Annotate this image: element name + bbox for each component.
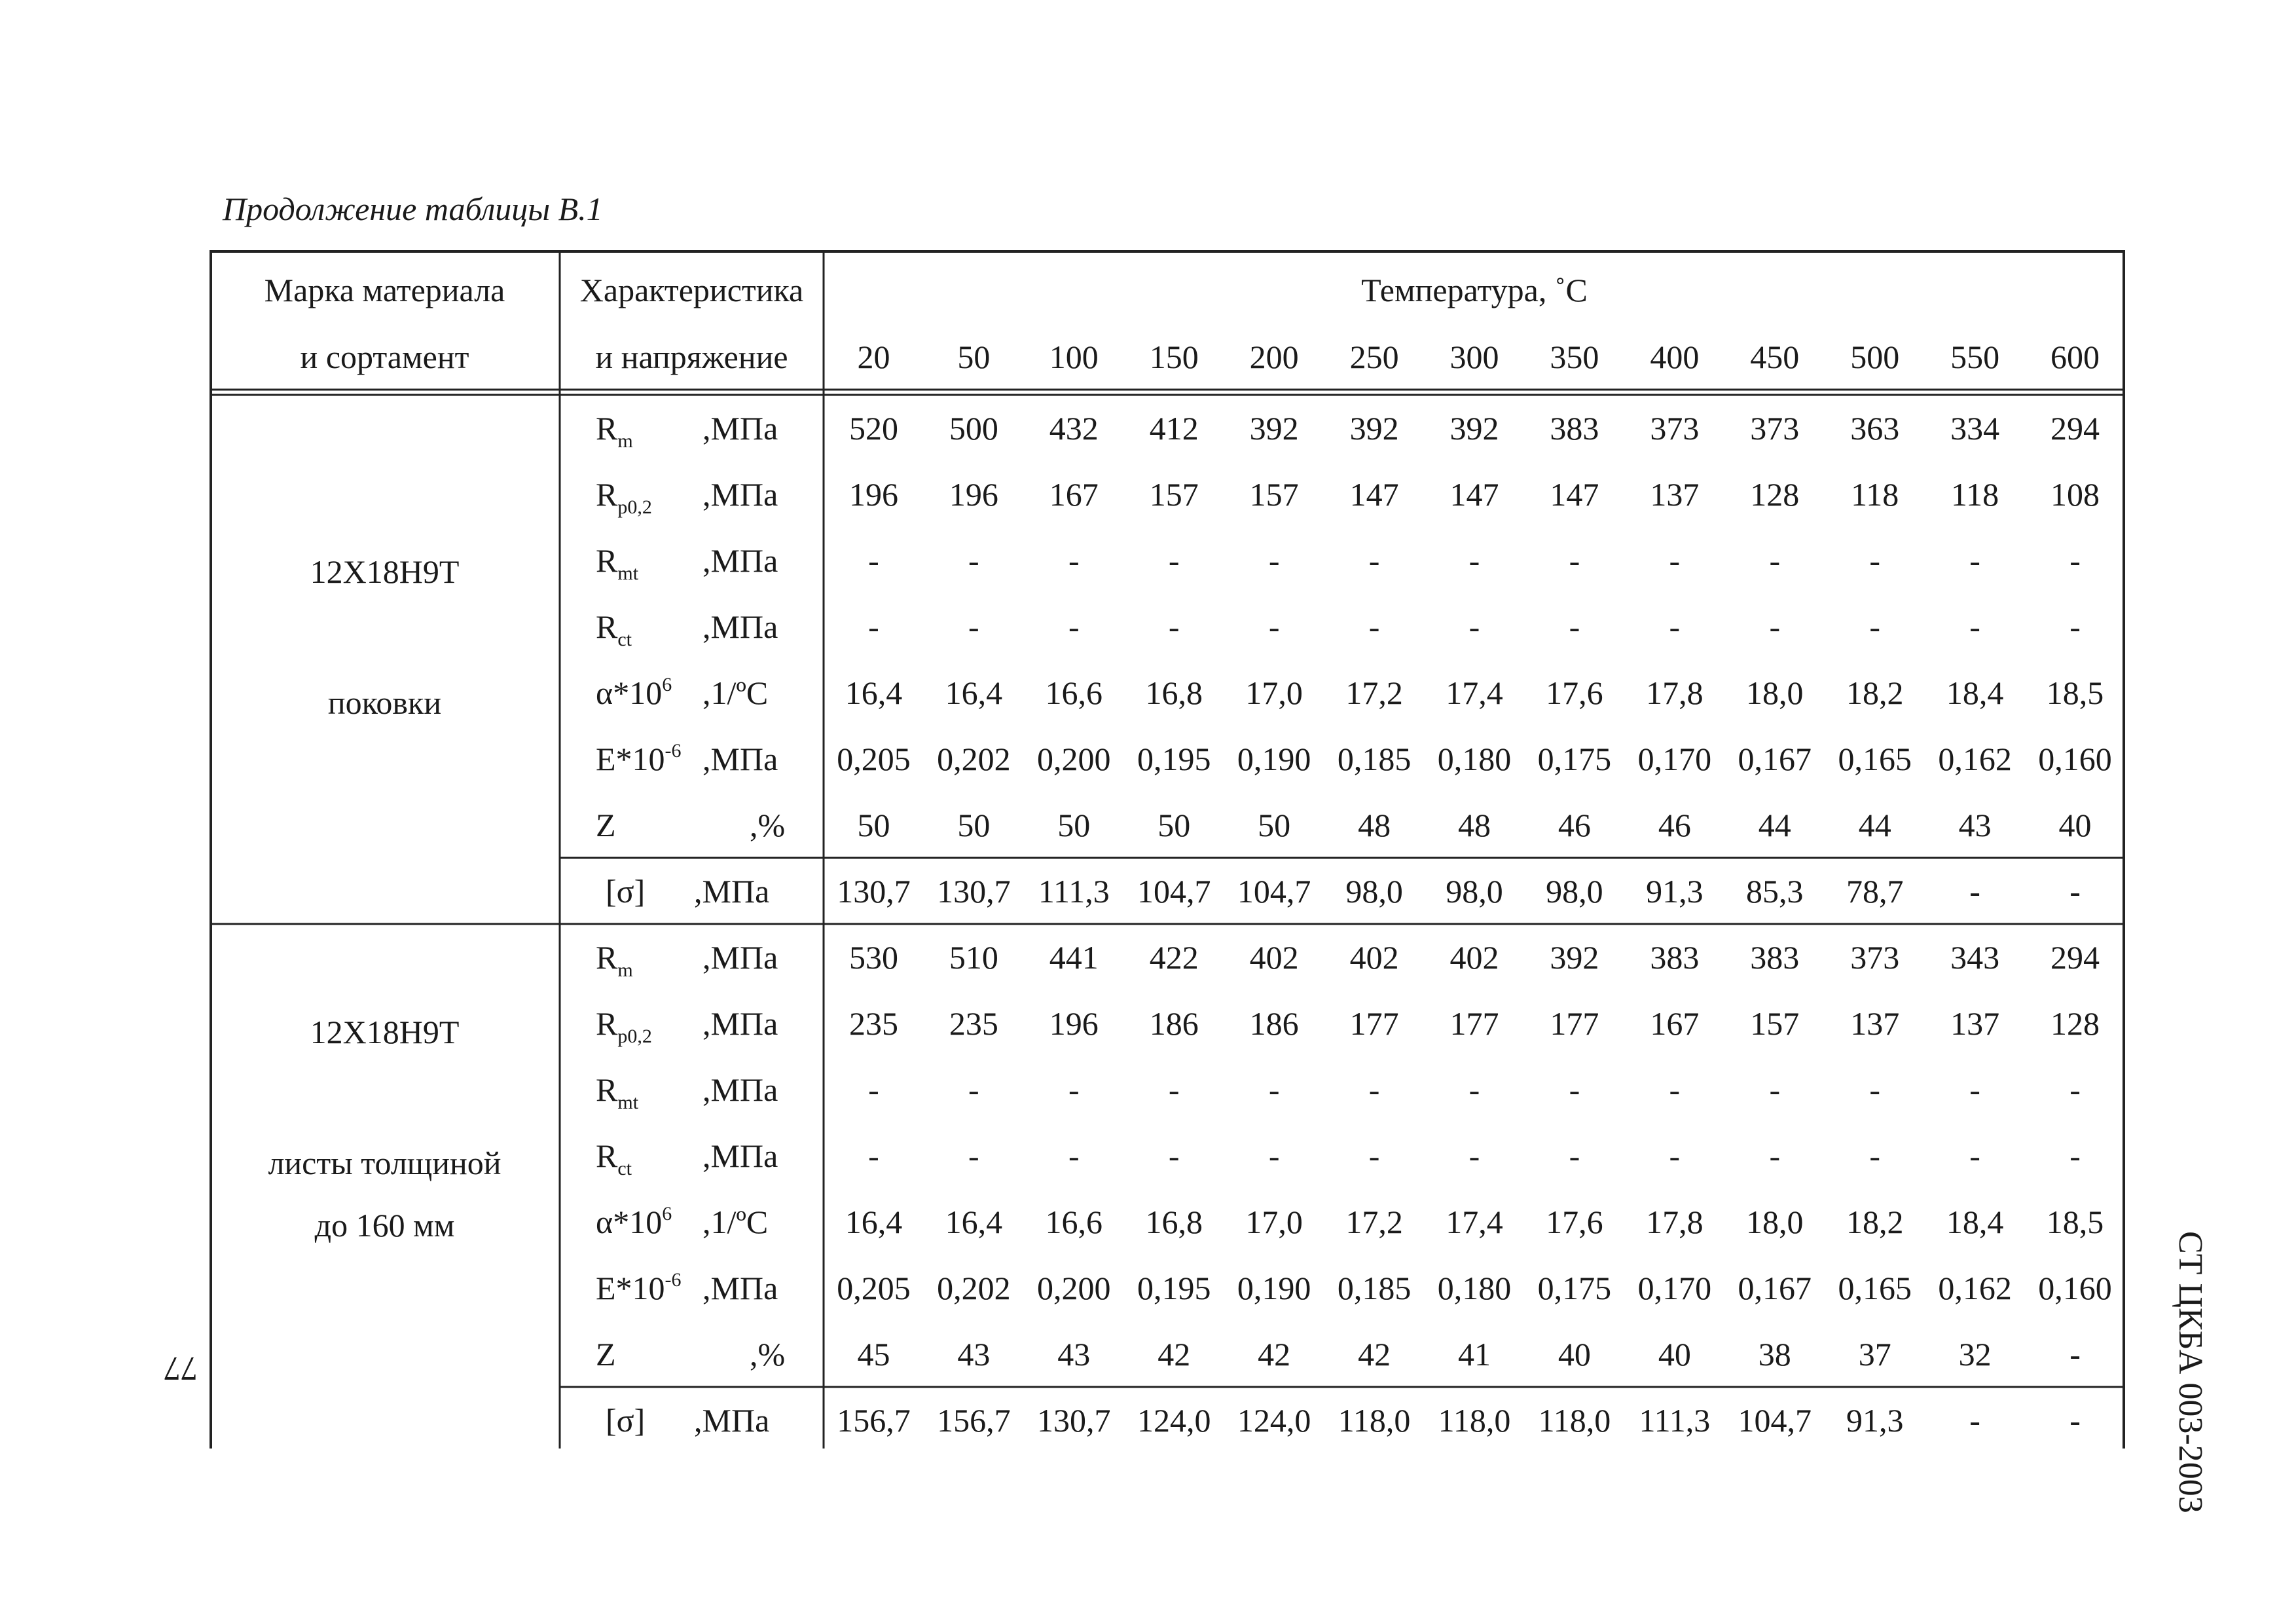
characteristic-symbol — [596, 739, 682, 777]
table-cell-value: 235 — [949, 1005, 998, 1042]
table-cell-value: 0,190 — [1237, 1269, 1311, 1306]
table-cell-value: 40 — [2058, 806, 2092, 843]
table-cell-value: - — [1268, 542, 1280, 579]
header-temperature-title: Температура, ˚С — [1361, 272, 1588, 308]
table-cell-value: 18,5 — [2046, 1203, 2104, 1240]
table-cell-value: - — [1969, 608, 1980, 645]
table-cell-value: - — [1569, 542, 1580, 579]
table-cell-value: 32 — [1958, 1335, 1992, 1373]
table-cell-value: 17,6 — [1546, 674, 1603, 711]
table-cell-value: 0,185 — [1337, 1269, 1412, 1306]
allowable-stress-value: - — [2069, 872, 2081, 910]
table-cell-value: 196 — [848, 475, 898, 513]
table-cell-value: 373 — [1850, 938, 1900, 976]
allowable-stress-value: - — [1969, 872, 1980, 910]
characteristic-unit: ,МПа — [702, 1071, 778, 1108]
header-temperature-value: 150 — [1149, 339, 1199, 375]
table-cell-value: - — [1969, 1071, 1980, 1108]
table-cell-value: - — [1468, 1137, 1480, 1174]
allowable-stress-value: 85,3 — [1746, 872, 1804, 910]
table-cell-value: 334 — [1950, 409, 2000, 447]
table-cell-value: - — [1068, 1071, 1080, 1108]
table-cell-value: - — [2069, 1137, 2081, 1174]
table-cell-value: 50 — [957, 806, 991, 843]
symbol-text: R — [596, 475, 618, 513]
table-cell-value: - — [1669, 542, 1681, 579]
allowable-stress-value: 91,3 — [1646, 872, 1704, 910]
table-cell-value: - — [2069, 542, 2081, 579]
table-cell-value: 0,180 — [1437, 740, 1512, 777]
symbol-text: α*10 — [596, 674, 663, 711]
table-cell-value: 38 — [1758, 1335, 1791, 1373]
table-cell-value: 186 — [1249, 1005, 1299, 1042]
table-cell-value: 0,180 — [1437, 1269, 1512, 1306]
allowable-stress-value: 156,7 — [837, 1401, 911, 1439]
product-form-label: до 160 мм — [314, 1207, 455, 1244]
table-cell-value: 530 — [848, 938, 898, 976]
symbol-subscript: m — [617, 959, 633, 981]
header-temperature-value: 550 — [1950, 339, 2000, 375]
table-cell-value: 157 — [1750, 1005, 1800, 1042]
characteristic-symbol — [596, 1071, 639, 1113]
table-cell-value: 50 — [1057, 806, 1091, 843]
allowable-stress-value: 111,3 — [1038, 872, 1110, 910]
table-cell-value: - — [2069, 608, 2081, 645]
symbol-text: R — [596, 938, 618, 976]
table-cell-value: 42 — [1358, 1335, 1391, 1373]
table-cell-value: 0,165 — [1838, 1269, 1912, 1306]
symbol-subscript: m — [617, 430, 633, 452]
table-cell-value: 41 — [1458, 1335, 1491, 1373]
table-cell-value: 0,175 — [1537, 740, 1612, 777]
header-temperature-value: 250 — [1349, 339, 1399, 375]
allowable-stress-value: 130,7 — [837, 872, 911, 910]
characteristic-symbol — [596, 673, 672, 711]
characteristic-unit: ,МПа — [702, 1137, 778, 1174]
table-cell-value: 402 — [1349, 938, 1399, 976]
symbol-superscript: 6 — [662, 1202, 672, 1225]
characteristic-unit: ,МПа — [702, 938, 778, 976]
table-cell-value: - — [1168, 1071, 1180, 1108]
table-cell-value: 383 — [1550, 409, 1599, 447]
table-cell-value: 0,170 — [1637, 1269, 1712, 1306]
document-code: СТ ЦКБА 003-2003 — [2172, 1231, 2209, 1513]
table-cell-value: 383 — [1750, 938, 1800, 976]
table-cell-value: - — [1468, 1071, 1480, 1108]
header-temperature-value: 400 — [1650, 339, 1700, 375]
characteristic-unit: ,МПа — [702, 1269, 778, 1306]
table-cell-value: - — [968, 542, 979, 579]
table-cell-value: - — [1168, 1137, 1180, 1174]
table-cell-value: 412 — [1149, 409, 1199, 447]
table-cell-value: - — [2069, 1335, 2081, 1373]
table-cell-value: 392 — [1550, 938, 1599, 976]
table-cell-value: 343 — [1950, 938, 2000, 976]
characteristic-symbol — [596, 806, 616, 843]
table-cell-value: 510 — [949, 938, 998, 976]
table-cell-value: 0,200 — [1037, 740, 1111, 777]
table-cell-value: 48 — [1458, 806, 1491, 843]
table-cell-value: 441 — [1049, 938, 1099, 976]
table-cell-value: 137 — [1850, 1005, 1900, 1042]
symbol-subscript: ct — [617, 628, 632, 650]
table-cell-value: 17,8 — [1646, 1203, 1704, 1240]
table-cell-value: 44 — [1758, 806, 1791, 843]
table-cell-value: 196 — [949, 475, 998, 513]
table-cell-value: 147 — [1550, 475, 1599, 513]
table-cell-value: 50 — [1258, 806, 1291, 843]
header-temperature-value: 450 — [1750, 339, 1800, 375]
table-cell-value: 402 — [1449, 938, 1499, 976]
table-cell-value: 43 — [957, 1335, 991, 1373]
table-cell-value: 17,0 — [1245, 1203, 1303, 1240]
allowable-stress-value: - — [1969, 1401, 1980, 1439]
table-cell-value: 128 — [1750, 475, 1800, 513]
characteristic-unit: ,% — [750, 806, 786, 843]
allowable-stress-value: 118,0 — [1438, 1401, 1511, 1439]
data-table — [210, 250, 2125, 1449]
table-cell-value: 294 — [2050, 938, 2100, 976]
table-cell-value: 108 — [2050, 475, 2100, 513]
table-cell-value: 363 — [1850, 409, 1900, 447]
characteristic-symbol — [596, 608, 632, 650]
table-cell-value: 18,0 — [1746, 1203, 1804, 1240]
characteristic-unit: ,1/ºС — [702, 1203, 769, 1240]
table-cell-value: 16,4 — [945, 1203, 1003, 1240]
table-cell-value: 0,190 — [1237, 740, 1311, 777]
table-cell-value: 167 — [1650, 1005, 1700, 1042]
table-cell-value: - — [2069, 1071, 2081, 1108]
header-temperature-value: 20 — [857, 339, 890, 375]
allowable-stress-value: 104,7 — [1137, 872, 1211, 910]
allowable-stress-symbol: [σ] — [606, 872, 646, 910]
header-temperature-value: 350 — [1550, 339, 1599, 375]
allowable-stress-value: 111,3 — [1639, 1401, 1711, 1439]
characteristic-symbol — [596, 1268, 682, 1306]
allowable-stress-value: 124,0 — [1137, 1401, 1211, 1439]
symbol-text: α*10 — [596, 1203, 663, 1240]
table-cell-value: - — [1368, 542, 1380, 579]
table-cell-value: 17,4 — [1446, 1203, 1503, 1240]
product-form-label: поковки — [327, 684, 442, 721]
symbol-subscript: ct — [617, 1157, 632, 1179]
symbol-text: Z — [596, 1335, 616, 1373]
table-cell-value: - — [1368, 1137, 1380, 1174]
table-cell-value: 17,0 — [1245, 674, 1303, 711]
table-cell-value: 0,160 — [2038, 740, 2112, 777]
table-cell-value: 16,4 — [945, 674, 1003, 711]
table-cell-value: 46 — [1558, 806, 1591, 843]
table-cell-value: 118 — [1851, 475, 1899, 513]
table-cell-value: 500 — [949, 409, 998, 447]
table-cell-value: - — [1569, 608, 1580, 645]
table-cell-value: 50 — [857, 806, 890, 843]
table-cell-value: - — [1769, 608, 1781, 645]
table-cell-value: - — [1769, 542, 1781, 579]
symbol-subscript: p0,2 — [617, 1025, 652, 1047]
header-characteristic-label: Характеристика — [579, 272, 804, 308]
table-cell-value: - — [1468, 542, 1480, 579]
table-cell-value: - — [1869, 1071, 1881, 1108]
table-cell-value: 16,6 — [1045, 674, 1103, 711]
symbol-text: E*10 — [596, 1269, 665, 1306]
allowable-stress-value: 130,7 — [937, 872, 1011, 910]
characteristic-unit: ,МПа — [702, 740, 778, 777]
table-cell-value: 0,175 — [1537, 1269, 1612, 1306]
table-cell-value: - — [968, 1071, 979, 1108]
table-cell-value: 177 — [1349, 1005, 1399, 1042]
table-cell-value: 16,8 — [1145, 1203, 1203, 1240]
symbol-text: R — [596, 1005, 618, 1042]
table-cell-value: - — [1969, 1137, 1980, 1174]
table-cell-value: 177 — [1449, 1005, 1499, 1042]
material-grade-label: 12Х18Н9Т — [310, 553, 460, 590]
characteristic-unit: ,МПа — [702, 1005, 778, 1042]
table-cell-value: 45 — [857, 1335, 890, 1373]
table-cell-value: 0,200 — [1037, 1269, 1111, 1306]
table-cell-value: 0,167 — [1738, 740, 1812, 777]
table-cell-value: 147 — [1349, 475, 1399, 513]
allowable-stress-value: 104,7 — [1738, 1401, 1812, 1439]
table-cell-value: 17,6 — [1546, 1203, 1603, 1240]
table-cell-value: 392 — [1449, 409, 1499, 447]
symbol-subscript: mt — [617, 1091, 639, 1113]
table-cell-value: - — [1268, 1071, 1280, 1108]
characteristic-symbol — [596, 1202, 672, 1240]
table-cell-value: 48 — [1358, 806, 1391, 843]
header-characteristic-label: и напряжение — [595, 339, 788, 375]
table-cell-value: - — [1869, 608, 1881, 645]
table-cell-value: 17,2 — [1345, 1203, 1403, 1240]
allowable-stress-unit: ,МПа — [694, 1401, 770, 1439]
table-cell-value: 42 — [1258, 1335, 1291, 1373]
table-cell-value: - — [1569, 1137, 1580, 1174]
header-temperature-value: 200 — [1249, 339, 1299, 375]
table-cell-value: 18,2 — [1846, 1203, 1904, 1240]
table-cell-value: - — [968, 608, 979, 645]
table-cell-value: 17,4 — [1446, 674, 1503, 711]
table-cell-value: - — [1869, 542, 1881, 579]
table-cell-value: - — [1068, 608, 1080, 645]
allowable-stress-symbol: [σ] — [606, 1401, 646, 1439]
symbol-text: Z — [596, 806, 616, 843]
product-form-label: листы толщиной — [268, 1145, 501, 1181]
table-cell-value: - — [1168, 542, 1180, 579]
table-cell-value: 0,160 — [2038, 1269, 2112, 1306]
table-cell-value: 18,2 — [1846, 674, 1904, 711]
header-temperature-value: 600 — [2050, 339, 2100, 375]
table-cell-value: - — [1068, 542, 1080, 579]
table-cell-value: 40 — [1558, 1335, 1591, 1373]
characteristic-symbol — [596, 1335, 616, 1373]
table-cell-value: 0,167 — [1738, 1269, 1812, 1306]
characteristic-symbol — [596, 938, 633, 981]
table-caption: Продолжение таблицы В.1 — [223, 191, 603, 227]
table-cell-value: 294 — [2050, 409, 2100, 447]
table-cell-value: - — [1669, 1137, 1681, 1174]
header-temperature-value: 100 — [1049, 339, 1099, 375]
symbol-text: E*10 — [596, 740, 665, 777]
table-cell-value: - — [1969, 542, 1980, 579]
table-cell-value: 16,8 — [1145, 674, 1203, 711]
table-cell-value: - — [1769, 1137, 1781, 1174]
table-cell-value: 46 — [1658, 806, 1691, 843]
table-cell-value: 167 — [1049, 475, 1099, 513]
table-cell-value: 0,202 — [937, 1269, 1011, 1306]
page-number: 77 — [164, 1350, 198, 1387]
table-cell-value: 432 — [1049, 409, 1099, 447]
table-cell-value: - — [1268, 608, 1280, 645]
characteristic-symbol — [596, 1137, 632, 1179]
table-cell-value: 196 — [1049, 1005, 1099, 1042]
table-cell-value: - — [1268, 1137, 1280, 1174]
table-cell-value: - — [1669, 608, 1681, 645]
table-cell-value: 43 — [1958, 806, 1992, 843]
allowable-stress-value: 118,0 — [1338, 1401, 1411, 1439]
allowable-stress-value: 156,7 — [937, 1401, 1011, 1439]
allowable-stress-value: 124,0 — [1237, 1401, 1311, 1439]
table-cell-value: 137 — [1650, 475, 1700, 513]
table-cell-value: 0,170 — [1637, 740, 1712, 777]
table-cell-value: - — [968, 1137, 979, 1174]
table-cell-value: 392 — [1249, 409, 1299, 447]
table-cell-value: 520 — [848, 409, 898, 447]
allowable-stress-value: 91,3 — [1846, 1401, 1904, 1439]
table-cell-value: 18,4 — [1946, 1203, 2004, 1240]
symbol-superscript: -6 — [665, 739, 682, 762]
characteristic-unit: ,МПа — [702, 608, 778, 645]
symbol-superscript: -6 — [665, 1268, 682, 1291]
allowable-stress-value: 78,7 — [1846, 872, 1904, 910]
table-cell-value: - — [1468, 608, 1480, 645]
table-cell-value: - — [1368, 1071, 1380, 1108]
table-cell-value: - — [868, 1137, 879, 1174]
table-cell-value: 40 — [1658, 1335, 1691, 1373]
table-cell-value: 128 — [2050, 1005, 2100, 1042]
table-cell-value: 0,185 — [1337, 740, 1412, 777]
table-cell-value: 50 — [1157, 806, 1191, 843]
table-cell-value: 16,6 — [1045, 1203, 1103, 1240]
symbol-text: R — [596, 1071, 618, 1108]
table-cell-value: - — [1669, 1071, 1681, 1108]
characteristic-unit: ,МПа — [702, 475, 778, 513]
table-cell-value: - — [1569, 1071, 1580, 1108]
table-cell-value: - — [868, 542, 879, 579]
allowable-stress-value: 98,0 — [1446, 872, 1503, 910]
table-cell-value: 147 — [1449, 475, 1499, 513]
header-material-label: и сортамент — [300, 339, 469, 375]
characteristic-unit: ,1/ºС — [702, 674, 769, 711]
table-cell-value: 373 — [1650, 409, 1700, 447]
table-cell-value: - — [868, 1071, 879, 1108]
table-cell-value: 0,162 — [1938, 1269, 2012, 1306]
table-cell-value: - — [1869, 1137, 1881, 1174]
symbol-subscript: p0,2 — [617, 496, 652, 518]
table-cell-value: 177 — [1550, 1005, 1599, 1042]
material-grade-label: 12Х18Н9Т — [310, 1014, 460, 1050]
table-cell-value: 383 — [1650, 938, 1700, 976]
symbol-text: R — [596, 542, 618, 579]
characteristic-unit: ,МПа — [702, 409, 778, 447]
symbol-subscript: mt — [617, 562, 639, 584]
table-cell-value: 16,4 — [845, 1203, 903, 1240]
symbol-text: R — [596, 608, 618, 645]
table-cell-value: 16,4 — [845, 674, 903, 711]
symbol-superscript: 6 — [662, 673, 672, 695]
table-cell-value: 137 — [1950, 1005, 2000, 1042]
table-cell-value: - — [1068, 1137, 1080, 1174]
table-cell-value: - — [1769, 1071, 1781, 1108]
header-temperature-value: 50 — [957, 339, 991, 375]
table-cell-value: - — [868, 608, 879, 645]
table-cell-value: 118 — [1951, 475, 1999, 513]
table-cell-value: 235 — [848, 1005, 898, 1042]
table-cell-value: 0,195 — [1137, 1269, 1211, 1306]
table-cell-value: 37 — [1858, 1335, 1891, 1373]
table-cell-value: 42 — [1157, 1335, 1191, 1373]
table-cell-value: 157 — [1249, 475, 1299, 513]
table-cell-value: 0,195 — [1137, 740, 1211, 777]
table-cell-value: - — [1168, 608, 1180, 645]
allowable-stress-value: 98,0 — [1345, 872, 1403, 910]
allowable-stress-value: - — [2069, 1401, 2081, 1439]
header-material-label: Марка материала — [264, 272, 505, 308]
header-temperature-value: 500 — [1850, 339, 1900, 375]
table-cell-value: 186 — [1149, 1005, 1199, 1042]
characteristic-unit: ,МПа — [702, 542, 778, 579]
characteristic-symbol — [596, 1005, 652, 1047]
characteristic-symbol — [596, 542, 639, 584]
table-cell-value: 392 — [1349, 409, 1399, 447]
table-cell-value: 44 — [1858, 806, 1891, 843]
table-cell-value: 422 — [1149, 938, 1199, 976]
table-cell-value: 0,162 — [1938, 740, 2012, 777]
allowable-stress-unit: ,МПа — [694, 872, 770, 910]
table-cell-value: 0,202 — [937, 740, 1011, 777]
allowable-stress-value: 98,0 — [1546, 872, 1603, 910]
table-cell-value: 17,2 — [1345, 674, 1403, 711]
table-cell-value: 18,0 — [1746, 674, 1804, 711]
allowable-stress-value: 104,7 — [1237, 872, 1311, 910]
allowable-stress-value: 130,7 — [1037, 1401, 1111, 1439]
table-cell-value: 0,205 — [837, 1269, 911, 1306]
table-cell-value: - — [1368, 608, 1380, 645]
table-cell-value: 18,4 — [1946, 674, 2004, 711]
characteristic-symbol — [596, 409, 633, 452]
table-cell-value: 157 — [1149, 475, 1199, 513]
table-cell-value: 43 — [1057, 1335, 1091, 1373]
table-cell-value: 0,165 — [1838, 740, 1912, 777]
symbol-text: R — [596, 1137, 618, 1174]
table-cell-value: 18,5 — [2046, 674, 2104, 711]
table-cell-value: 0,205 — [837, 740, 911, 777]
table-cell-value: 402 — [1249, 938, 1299, 976]
allowable-stress-value: 118,0 — [1538, 1401, 1611, 1439]
characteristic-unit: ,% — [750, 1335, 786, 1373]
symbol-text: R — [596, 409, 618, 447]
characteristic-symbol — [596, 475, 652, 518]
header-temperature-value: 300 — [1449, 339, 1499, 375]
table-cell-value: 17,8 — [1646, 674, 1704, 711]
table-cell-value: 373 — [1750, 409, 1800, 447]
